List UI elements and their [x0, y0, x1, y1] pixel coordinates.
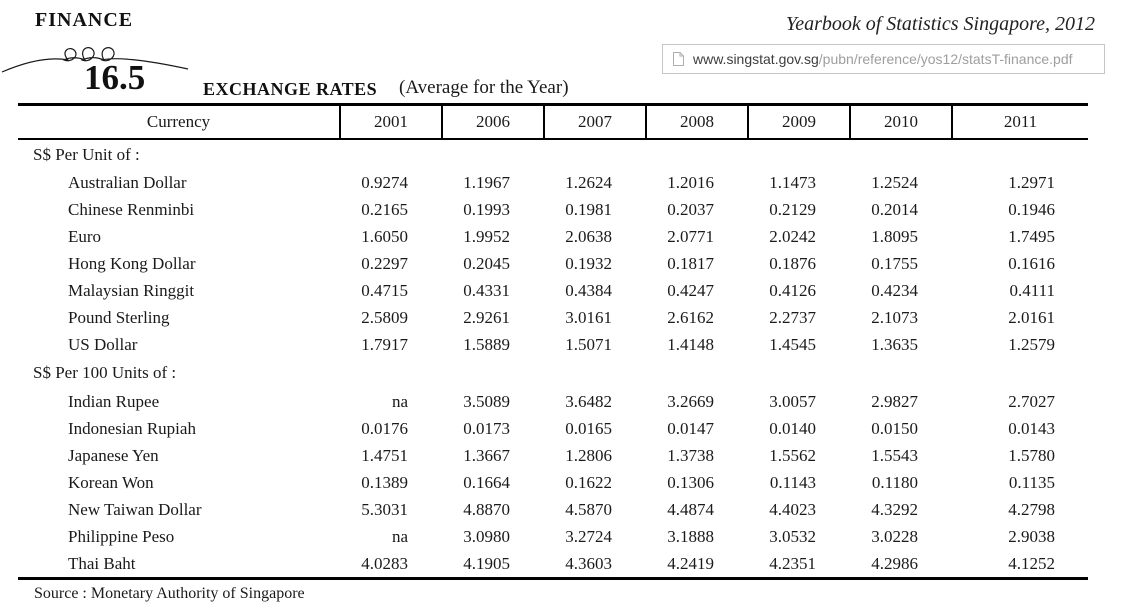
value-cell: 0.1946	[1008, 199, 1055, 219]
value-cell: 3.0980	[463, 526, 510, 546]
url-text	[693, 51, 1073, 67]
table-row	[18, 496, 1088, 523]
currency-cell: Australian Dollar	[68, 172, 187, 192]
value-cell: 1.3738	[667, 445, 714, 465]
table-body	[18, 140, 1088, 580]
value-cell: 1.5889	[463, 334, 510, 354]
currency-cell: New Taiwan Dollar	[68, 499, 202, 519]
chapter-heading: FINANCE	[35, 9, 134, 31]
value-cell: 3.0057	[769, 391, 816, 411]
currency-cell: Indian Rupee	[68, 391, 160, 411]
table-row	[18, 169, 1088, 196]
value-cell: 0.1993	[463, 199, 510, 219]
value-cell: 3.2724	[565, 526, 612, 546]
currency-cell: Euro	[68, 226, 102, 246]
source-note: Source : Monetary Authority of Singapore	[34, 585, 305, 602]
value-cell: 1.8095	[871, 226, 918, 246]
value-cell: 0.0140	[769, 418, 816, 438]
value-cell: 0.4111	[1009, 280, 1055, 300]
value-cell: 4.1905	[463, 553, 510, 573]
value-cell: 2.0638	[565, 226, 612, 246]
value-cell: 1.4751	[361, 445, 408, 465]
value-cell: 1.2016	[667, 172, 714, 192]
value-cell: 3.0532	[769, 526, 816, 546]
value-cell: 0.0150	[871, 418, 918, 438]
value-cell: 0.2165	[361, 199, 408, 219]
value-cell: 0.0165	[565, 418, 612, 438]
value-cell: 1.7917	[361, 334, 408, 354]
table-row	[18, 277, 1088, 304]
value-cell: 3.5089	[463, 391, 510, 411]
value-cell: 1.1473	[769, 172, 816, 192]
value-cell: 4.1252	[1008, 553, 1055, 573]
column-header-currency: Currency	[146, 112, 211, 131]
table-row	[18, 196, 1088, 223]
value-cell: 0.2297	[361, 253, 408, 273]
value-cell: 0.1180	[871, 472, 918, 492]
currency-cell: Malaysian Ringgit	[68, 280, 195, 300]
currency-cell: Thai Baht	[68, 553, 136, 573]
currency-cell: Chinese Renminbi	[68, 199, 195, 219]
value-cell: 0.4384	[565, 280, 612, 300]
value-cell: 1.5780	[1008, 445, 1055, 465]
value-cell: 4.4874	[667, 499, 714, 519]
value-cell: 1.5071	[565, 334, 612, 354]
document-icon	[672, 51, 685, 67]
value-cell: 0.4247	[667, 280, 714, 300]
column-header-year: 2009	[747, 106, 849, 138]
table-row	[18, 523, 1088, 550]
table-subtitle: (Average for the Year)	[399, 77, 569, 98]
value-cell: 0.2037	[667, 199, 714, 219]
column-header-year: 2008	[645, 106, 747, 138]
group-header-row: S$ Per Unit of :	[33, 144, 140, 164]
table-title: EXCHANGE RATES	[203, 79, 378, 99]
value-cell: 0.0173	[463, 418, 510, 438]
publication-title: Yearbook of Statistics Singapore, 2012	[785, 13, 1095, 35]
value-cell: 0.1932	[565, 253, 612, 273]
value-cell: 4.4023	[769, 499, 816, 519]
value-cell: 0.0143	[1008, 418, 1055, 438]
value-cell: 1.2806	[565, 445, 612, 465]
table-row	[18, 550, 1088, 577]
value-cell: 2.9038	[1008, 526, 1055, 546]
value-cell: 4.0283	[361, 553, 408, 573]
value-cell: 2.9827	[871, 391, 918, 411]
currency-cell: Hong Kong Dollar	[68, 253, 196, 273]
table-row	[18, 250, 1088, 277]
value-cell: 1.5543	[871, 445, 918, 465]
value-cell: 1.1967	[463, 172, 510, 192]
url-bar[interactable]	[662, 44, 1105, 74]
value-cell: 0.1755	[871, 253, 918, 273]
value-cell: 4.3603	[565, 553, 612, 573]
value-cell: 0.1616	[1008, 253, 1055, 273]
value-cell: 1.2624	[565, 172, 612, 192]
value-cell: 2.0242	[769, 226, 816, 246]
value-cell: 0.1622	[565, 472, 612, 492]
table-row	[18, 331, 1088, 358]
table-row	[18, 442, 1088, 469]
value-cell: 0.4234	[871, 280, 918, 300]
column-header-year: 2010	[849, 106, 951, 138]
value-cell: 2.6162	[667, 307, 714, 327]
value-cell: 0.1981	[565, 199, 612, 219]
value-cell: 1.3635	[871, 334, 918, 354]
group-header-row: S$ Per 100 Units of :	[33, 363, 177, 382]
value-cell: 0.2045	[463, 253, 510, 273]
value-cell: 0.4126	[769, 280, 816, 300]
column-header-year: 2011	[951, 106, 1088, 138]
value-cell: 1.4148	[667, 334, 714, 354]
value-cell: 0.9274	[361, 172, 408, 192]
value-cell: 4.3292	[871, 499, 918, 519]
value-cell: 0.1306	[667, 472, 714, 492]
table-row	[18, 223, 1088, 250]
value-cell: 0.1664	[463, 472, 510, 492]
currency-cell: Pound Sterling	[68, 307, 170, 327]
value-cell: 1.2579	[1008, 334, 1055, 354]
table-number: 16.5	[84, 58, 146, 97]
value-cell: 2.9261	[463, 307, 510, 327]
value-cell: 1.4545	[769, 334, 816, 354]
value-cell: na	[391, 526, 408, 546]
column-header-year: 2006	[441, 106, 543, 138]
exchange-rates-table	[18, 103, 1088, 580]
column-header-year: 2007	[543, 106, 645, 138]
value-cell: 3.0161	[565, 307, 612, 327]
value-cell: 2.0161	[1008, 307, 1055, 327]
value-cell: 3.1888	[667, 526, 714, 546]
value-cell: 1.5562	[769, 445, 816, 465]
value-cell: 3.6482	[565, 391, 612, 411]
value-cell: 0.4331	[463, 280, 510, 300]
currency-cell: Indonesian Rupiah	[68, 418, 196, 438]
value-cell: 2.0771	[667, 226, 714, 246]
value-cell: 1.9952	[463, 226, 510, 246]
value-cell: 1.6050	[361, 226, 408, 246]
currency-cell: Korean Won	[68, 472, 154, 492]
value-cell: 4.5870	[565, 499, 612, 519]
url-path: /pubn/reference/yos12/statsT-finance.pdf	[818, 51, 1073, 67]
value-cell: 2.1073	[871, 307, 918, 327]
value-cell: 1.2524	[871, 172, 918, 192]
value-cell: 0.1143	[769, 472, 816, 492]
value-cell: 4.2351	[769, 553, 816, 573]
currency-cell: Philippine Peso	[68, 526, 175, 546]
value-cell: 4.2798	[1008, 499, 1055, 519]
table-row	[18, 304, 1088, 331]
value-cell: 3.2669	[667, 391, 714, 411]
table-row	[18, 415, 1088, 442]
value-cell: 2.2737	[769, 307, 816, 327]
currency-cell: US Dollar	[68, 334, 138, 354]
value-cell: 0.1876	[769, 253, 816, 273]
value-cell: 3.0228	[871, 526, 918, 546]
value-cell: 2.5809	[361, 307, 408, 327]
table-header-row	[18, 103, 1088, 140]
value-cell: 1.3667	[463, 445, 510, 465]
value-cell: 0.1389	[361, 472, 408, 492]
value-cell: na	[391, 391, 408, 411]
currency-cell: Japanese Yen	[68, 445, 159, 465]
value-cell: 4.2986	[871, 553, 918, 573]
table-row	[18, 388, 1088, 415]
table-row	[18, 469, 1088, 496]
value-cell: 0.1135	[1008, 472, 1055, 492]
value-cell: 0.2014	[871, 199, 918, 219]
value-cell: 4.8870	[463, 499, 510, 519]
value-cell: 0.0176	[361, 418, 408, 438]
value-cell: 1.2971	[1008, 172, 1055, 192]
value-cell: 0.0147	[667, 418, 714, 438]
value-cell: 0.2129	[769, 199, 816, 219]
value-cell: 0.4715	[361, 280, 408, 300]
value-cell: 5.3031	[361, 499, 408, 519]
value-cell: 4.2419	[667, 553, 714, 573]
url-domain: www.singstat.gov.sg	[693, 51, 819, 67]
value-cell: 1.7495	[1008, 226, 1055, 246]
column-header-year: 2001	[339, 106, 441, 138]
value-cell: 0.1817	[667, 253, 714, 273]
value-cell: 2.7027	[1008, 391, 1055, 411]
